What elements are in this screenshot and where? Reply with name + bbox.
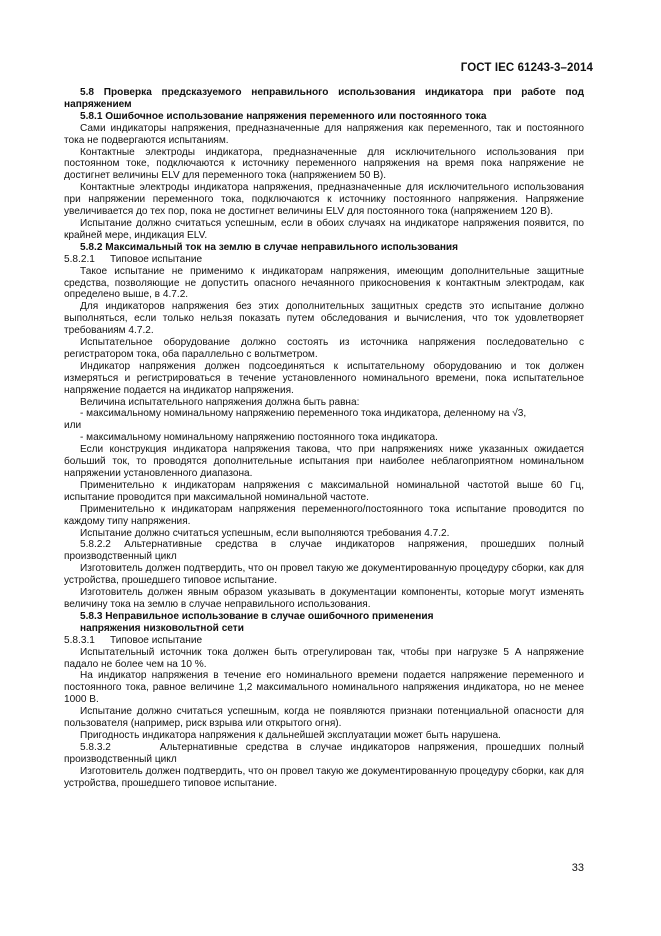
paragraph: Применительно к индикаторам напряжения переменного/постоянного тока испытание проводится по каждому типу напряжения. xyxy=(64,503,584,527)
subsection-5-8-3-1 xyxy=(64,635,584,647)
paragraph: Контактные электроды индикатора напряжения, предназначенные для исключительного использования при напряжении переменного тока, подключаются к источнику постоянного напряжения. Напряжение увеличивается до тех пор, пока не достигнет величины ELV для постоянного тока (напряжением 120 В). xyxy=(64,182,584,218)
subsection-title: Типовое испытание xyxy=(110,253,203,265)
section-heading-5-8: 5.8 Проверка предсказуемого неправильного использования индикатора при работе под напряжением xyxy=(64,87,584,110)
section-heading-5-8-3-cont: напряжения низковольтной сети xyxy=(80,622,244,634)
paragraph: Изготовитель должен подтвердить, что он провел такую же документированную процедуру сборки, как для устройства, прошедшего типовое испытание. xyxy=(64,765,584,789)
paragraph: Величина испытательного напряжения должна быть равна: xyxy=(80,396,360,408)
paragraph: Сами индикаторы напряжения, предназначенные для напряжения как переменного, так и постоянного тока не подвергаются испытаниям. xyxy=(64,122,584,146)
paragraph: Пригодность индикатора напряжения к дальнейшей эксплуатации может быть нарушена. xyxy=(80,729,501,741)
section-heading-5-8-1: 5.8.1 Ошибочное использование напряжения переменного или постоянного тока xyxy=(80,110,487,122)
paragraph: Если конструкция индикатора напряжения такова, что при напряжениях ниже указанных ожидается больший ток, то проводятся дополнительные испытания при наиболее неблагоприятном номинальном напряжении установленного диапазона. xyxy=(64,444,584,479)
paragraph: Изготовитель должен подтвердить, что он провел такую же документированную процедуру сборки, как для устройства, прошедшего типовое испытание. xyxy=(64,563,584,587)
subsection-5-8-2-1 xyxy=(64,254,584,266)
paragraph: Испытательное оборудование должно состоять из источника напряжения последовательно с регистратором тока, оба параллельно с вольтметром. xyxy=(64,337,584,360)
subsection-number: 5.8.3.2 xyxy=(80,741,111,753)
paragraph: Испытание должно считаться успешным, когда не появляются признаки потенциальной опасности для пользователя (например, риск взрыва или открытого огня). xyxy=(64,706,584,730)
paragraph: Испытательный источник тока должен быть отрегулирован так, чтобы при нагрузке 5 А напряжение падало не более чем на 10 %. xyxy=(64,646,584,670)
section-heading-5-8-2: 5.8.2 Максимальный ток на землю в случае неправильного использования xyxy=(80,241,459,253)
subsection-number: 5.8.3.1 xyxy=(64,634,95,646)
paragraph: Испытание должно считаться успешным, если в обоих случаях на индикаторе напряжения появится, по крайней мере, индикация ELV. xyxy=(64,217,584,241)
subsection-5-8-2-2: 5.8.2.2 Альтернативные средства в случае индикаторов напряжения, прошедших полный производственный цикл xyxy=(64,539,584,563)
paragraph: Изготовитель должен явным образом указывать в документации компоненты, которые могут изменять величину тока на землю в случае неправильного использования. xyxy=(64,587,584,610)
paragraph: или xyxy=(64,420,82,432)
paragraph: Испытание должно считаться успешным, если выполняются требования 4.7.2. xyxy=(80,527,450,539)
subsection-title: Альтернативные средства в случае индикаторов напряжения, прошедших полный производственный цикл xyxy=(64,741,584,765)
section-heading-5-8-3: 5.8.3 Неправильное использование в случае ошибочного применения xyxy=(80,610,434,622)
document-header: ГОСТ IEC 61243-3–2014 xyxy=(460,62,593,74)
paragraph: Индикатор напряжения должен подсоединяться к испытательному оборудованию и ток должен измеряться и регистрироваться в течение установленного номинального времени, пока испытательное напряжение подается на индикатор напряжения. xyxy=(64,360,584,396)
subsection-number: 5.8.2.1 xyxy=(64,253,95,265)
list-item: - максимальному номинальному напряжению переменного тока индикатора, деленному на √3, xyxy=(80,408,527,420)
list-item: - максимальному номинальному напряжению постоянного тока индикатора. xyxy=(80,432,438,444)
page-number: 33 xyxy=(571,862,584,874)
paragraph: Такое испытание не применимо к индикаторам напряжения, имеющим дополнительные защитные средства, позволяющие не допустить опасного нечаянного прикосновения к контактным электродам, как определено выше, в 4.7.2. xyxy=(64,265,584,301)
paragraph: Применительно к индикаторам напряжения с максимальной номинальной частотой выше 60 Гц, испытание проводится при максимальной номинальной частоте. xyxy=(64,479,584,503)
paragraph: На индикатор напряжения в течение его номинального времени подается напряжение переменного и постоянного тока, равное величине 1,2 максимального номинального напряжения индикатора, но не менее 1000 В. xyxy=(64,670,584,706)
paragraph: Для индикаторов напряжения без этих дополнительных защитных средств это испытание должно выполняться, если только нельзя показать путем обследования и вычисления, что ток удовлетворяет требованиям 4.7.2. xyxy=(64,301,584,337)
subsection-title: Типовое испытание xyxy=(110,634,203,646)
page-content xyxy=(64,87,584,789)
paragraph: Контактные электроды индикатора, предназначенные для исключительного использования при постоянном токе, подключаются к источнику переменного напряжения на время пока напряжение не достигнет величины ELV для переменного тока (напряжением 50 В). xyxy=(64,146,584,182)
subsection-5-8-3-2 xyxy=(64,742,584,766)
